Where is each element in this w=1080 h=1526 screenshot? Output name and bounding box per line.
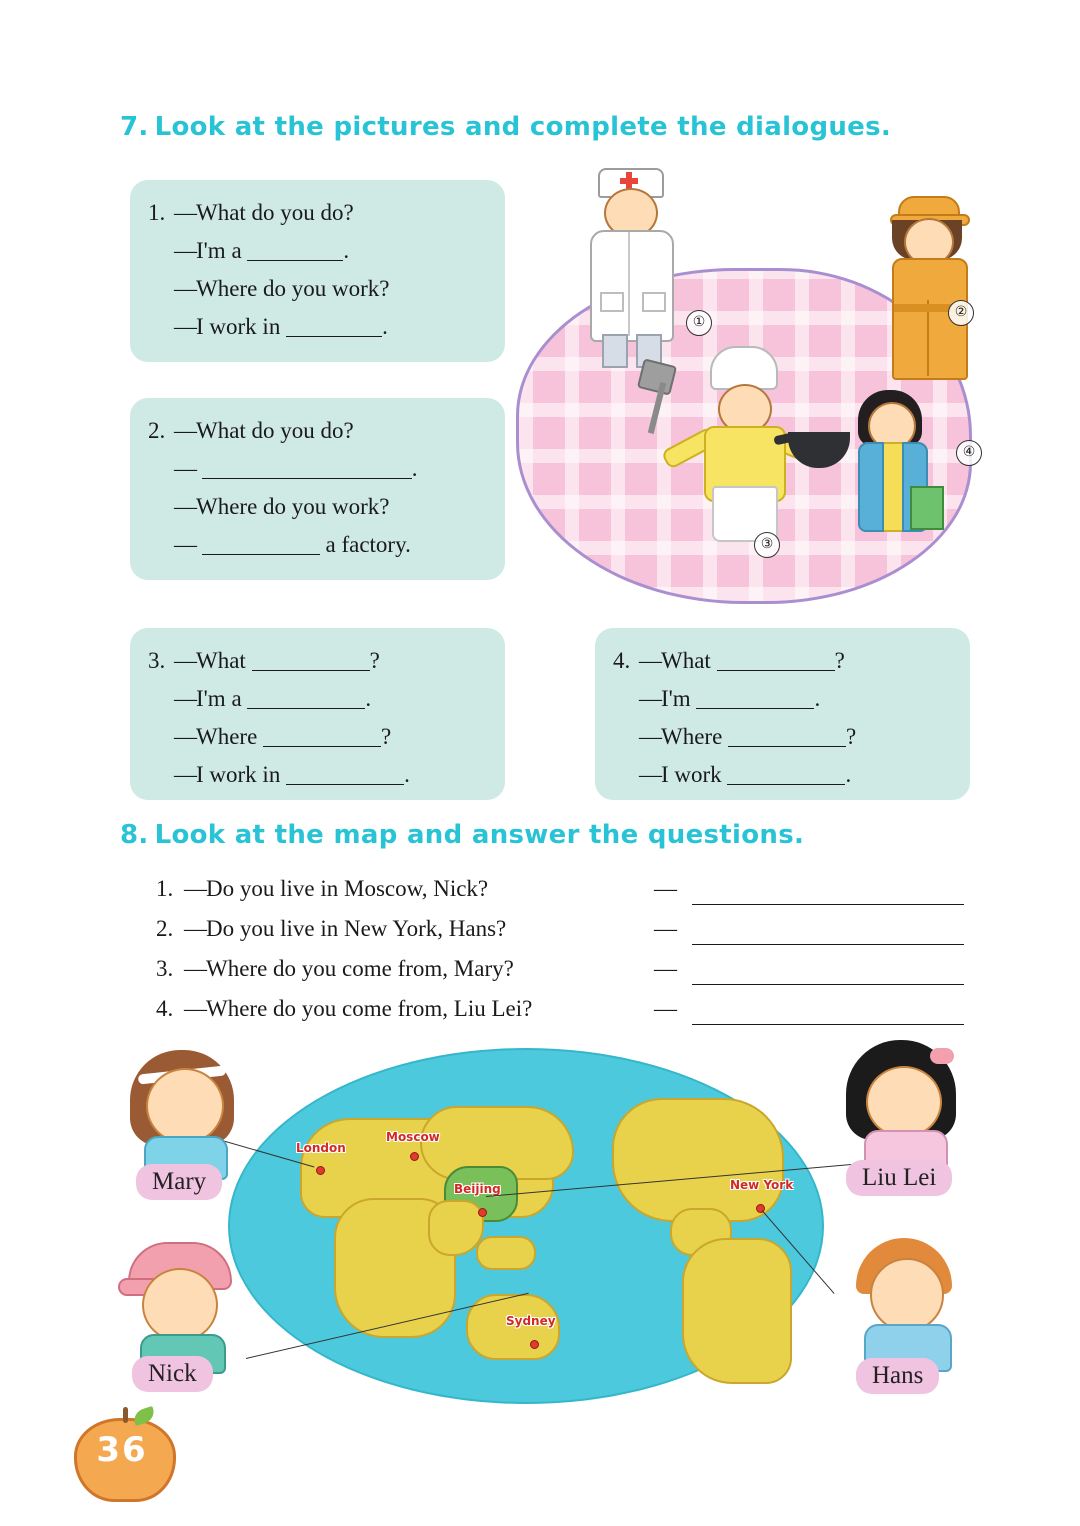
dialogue-4-tail-3: ?: [846, 724, 857, 749]
avatar-nick: [118, 1238, 248, 1368]
dialogue-4-line-4: [613, 756, 952, 794]
name-tag-nick: Nick: [132, 1356, 213, 1392]
answer-blank[interactable]: [728, 726, 846, 747]
dialogue-2-line-3: [148, 488, 487, 526]
dialogue-2-text-3: Where do you work?: [196, 494, 390, 519]
question-4-number: 4.: [156, 996, 174, 1021]
illustration-professions: [508, 168, 976, 618]
page-number: 36: [96, 1430, 148, 1470]
city-dot-moscow: [410, 1152, 419, 1161]
answer-blank[interactable]: [263, 726, 381, 747]
dash: —: [174, 686, 197, 711]
liulei-head: [866, 1066, 942, 1138]
dialogue-3-text-1: What: [196, 648, 246, 673]
hans-head: [870, 1258, 944, 1332]
dash: —: [174, 418, 197, 443]
name-tag-hans: Hans: [856, 1358, 939, 1394]
dash: —: [174, 532, 197, 557]
question-3-number: 3.: [156, 956, 174, 981]
dialogue-4-text-2: I'm: [661, 686, 691, 711]
answer-dash-4: —: [654, 996, 677, 1021]
answer-blank[interactable]: [727, 764, 845, 785]
dialogue-box-1: [130, 180, 505, 362]
section-8-heading: [120, 820, 804, 850]
answer-blank[interactable]: [286, 316, 382, 337]
dialogue-4-line-1: [613, 642, 952, 680]
answer-blank[interactable]: [202, 458, 412, 479]
dash: —: [184, 876, 207, 901]
dash: —: [174, 762, 197, 787]
dialogue-2-tail-4: a factory.: [325, 532, 411, 557]
dialogue-4-tail-4: .: [845, 762, 852, 787]
dash: —: [639, 648, 662, 673]
dialogue-3-tail-2: .: [365, 686, 372, 711]
picture-marker-2: ②: [948, 300, 974, 326]
city-label-new-york: New York: [730, 1178, 794, 1192]
dialogue-box-4: [595, 628, 970, 800]
dialogue-2-index: 2.: [148, 418, 166, 443]
answer-blank[interactable]: [286, 764, 404, 785]
question-4-text: Where do you come from, Liu Lei?: [206, 996, 533, 1021]
dash: —: [184, 916, 207, 941]
section-7-heading: [120, 112, 891, 142]
dash: —: [174, 648, 197, 673]
dash: —: [174, 200, 197, 225]
landmass-south-america: [682, 1238, 792, 1384]
avatar-mary: [120, 1046, 250, 1174]
landmass-southeast-asia: [476, 1236, 536, 1270]
question-1: [156, 876, 488, 902]
dialogue-box-3: [130, 628, 505, 800]
answer-dash-3: —: [654, 956, 677, 981]
answer-blank[interactable]: [247, 688, 365, 709]
section-7-number: 7.: [120, 112, 149, 142]
avatar-hans: [840, 1236, 972, 1368]
doctor-leg: [602, 334, 628, 368]
dialogue-1-text-4: I work in: [196, 314, 281, 339]
dialogue-4-line-3: [613, 718, 952, 756]
dialogue-1-line-4: [148, 308, 487, 346]
doctor-figure: [570, 168, 690, 368]
dialogue-3-tail-3: ?: [381, 724, 392, 749]
picture-marker-3: ③: [754, 532, 780, 558]
dialogue-3-line-1: [148, 642, 487, 680]
picture-marker-4: ④: [956, 440, 982, 466]
apple-stem: [123, 1407, 128, 1423]
apple-leaf-icon: [131, 1406, 156, 1426]
dialogue-3-tail-1: ?: [369, 648, 380, 673]
dialogue-2-line-1: [148, 412, 487, 450]
city-dot-london: [316, 1166, 325, 1175]
question-2: [156, 916, 506, 942]
answer-dash-2: —: [654, 916, 677, 941]
dialogue-3-line-4: [148, 756, 487, 794]
dialogue-1-index: 1.: [148, 200, 166, 225]
name-tag-liulei: Liu Lei: [846, 1160, 952, 1196]
dialogue-1-line-3: [148, 270, 487, 308]
section-8-title: Look at the map and answer the questions.: [154, 820, 805, 850]
dash: —: [174, 238, 197, 263]
dialogue-1-text-2: I'm a: [196, 238, 242, 263]
dialogue-3-line-2: [148, 680, 487, 718]
spatula-icon: [637, 358, 677, 395]
dialogue-1-line-1: [148, 194, 487, 232]
section-8-number: 8.: [120, 820, 149, 850]
dialogue-1-tail-2: .: [343, 238, 350, 263]
dash: —: [639, 762, 662, 787]
dialogue-3-index: 3.: [148, 648, 166, 673]
mary-head: [146, 1068, 224, 1144]
dialogue-4-tail-2: .: [814, 686, 821, 711]
dialogue-4-text-1: What: [661, 648, 711, 673]
dialogue-3-tail-4: .: [404, 762, 410, 787]
dialogue-4-text-3: Where: [661, 724, 723, 749]
dialogue-4-text-4: I work: [661, 762, 722, 787]
dash: —: [174, 724, 197, 749]
answer-dash-1: —: [654, 876, 677, 901]
dash: —: [174, 456, 197, 481]
section-7-title: Look at the pictures and complete the dialogues.: [154, 112, 892, 142]
dash: —: [184, 996, 207, 1021]
city-label-london: London: [296, 1141, 346, 1155]
hair-bow-icon: [930, 1048, 954, 1064]
question-3-text: Where do you come from, Mary?: [206, 956, 514, 981]
question-2-text: Do you live in New York, Hans?: [206, 916, 507, 941]
coat-pocket: [642, 292, 666, 312]
dialogue-3-text-4: I work in: [196, 762, 281, 787]
avatar-liulei: [838, 1040, 970, 1174]
question-4: [156, 996, 532, 1022]
nick-head: [142, 1268, 218, 1342]
book-icon: [910, 486, 944, 530]
dialogue-4-index: 4.: [613, 648, 631, 673]
city-label-beijing: Beijing: [454, 1182, 501, 1196]
dash: —: [184, 956, 207, 981]
answer-blank[interactable]: [252, 650, 370, 671]
worker-figure: [876, 196, 980, 386]
city-label-sydney: Sydney: [506, 1314, 556, 1328]
question-3: [156, 956, 514, 982]
city-dot-sydney: [530, 1340, 539, 1349]
cook-figure: [638, 346, 858, 556]
dialogue-1-text-3: Where do you work?: [196, 276, 390, 301]
dialogue-2-line-4: [148, 526, 487, 564]
answer-blank[interactable]: [696, 688, 814, 709]
dialogue-2-text-1: What do you do?: [196, 418, 354, 443]
name-tag-mary: Mary: [136, 1164, 222, 1200]
answer-blank[interactable]: [247, 240, 343, 261]
doctor-coat: [590, 230, 674, 342]
question-1-number: 1.: [156, 876, 174, 901]
picture-marker-1: ①: [686, 310, 712, 336]
dialogue-1-tail-4: .: [382, 314, 388, 339]
dialogue-4-line-2: [613, 680, 952, 718]
answer-line-1[interactable]: [692, 904, 964, 905]
question-2-number: 2.: [156, 916, 174, 941]
answer-line-3[interactable]: [692, 984, 964, 985]
answer-line-2[interactable]: [692, 944, 964, 945]
dialogue-1-text-1: What do you do?: [196, 200, 354, 225]
dialogue-2-tail-2: .: [411, 456, 418, 481]
city-label-moscow: Moscow: [386, 1130, 440, 1144]
red-cross-icon: [620, 178, 638, 184]
answer-blank[interactable]: [717, 650, 835, 671]
dialogue-3-text-3: Where: [196, 724, 258, 749]
dash: —: [174, 276, 197, 301]
answer-blank[interactable]: [202, 534, 320, 555]
question-1-text: Do you live in Moscow, Nick?: [206, 876, 489, 901]
dash: —: [639, 686, 662, 711]
dialogue-4-tail-1: ?: [834, 648, 845, 673]
dialogue-3-line-3: [148, 718, 487, 756]
answer-line-4[interactable]: [692, 1024, 964, 1025]
student-figure: [840, 390, 950, 550]
dialogue-3-text-2: I'm a: [196, 686, 242, 711]
dash: —: [174, 314, 197, 339]
dialogue-2-line-2: [148, 450, 487, 488]
dialogue-box-2: [130, 398, 505, 580]
dash: —: [174, 494, 197, 519]
student-vest-left: [858, 442, 884, 532]
coat-pocket: [600, 292, 624, 312]
city-dot-beijing: [478, 1208, 487, 1217]
dialogue-1-line-2: [148, 232, 487, 270]
world-map-globe: [228, 1048, 824, 1404]
dash: —: [639, 724, 662, 749]
